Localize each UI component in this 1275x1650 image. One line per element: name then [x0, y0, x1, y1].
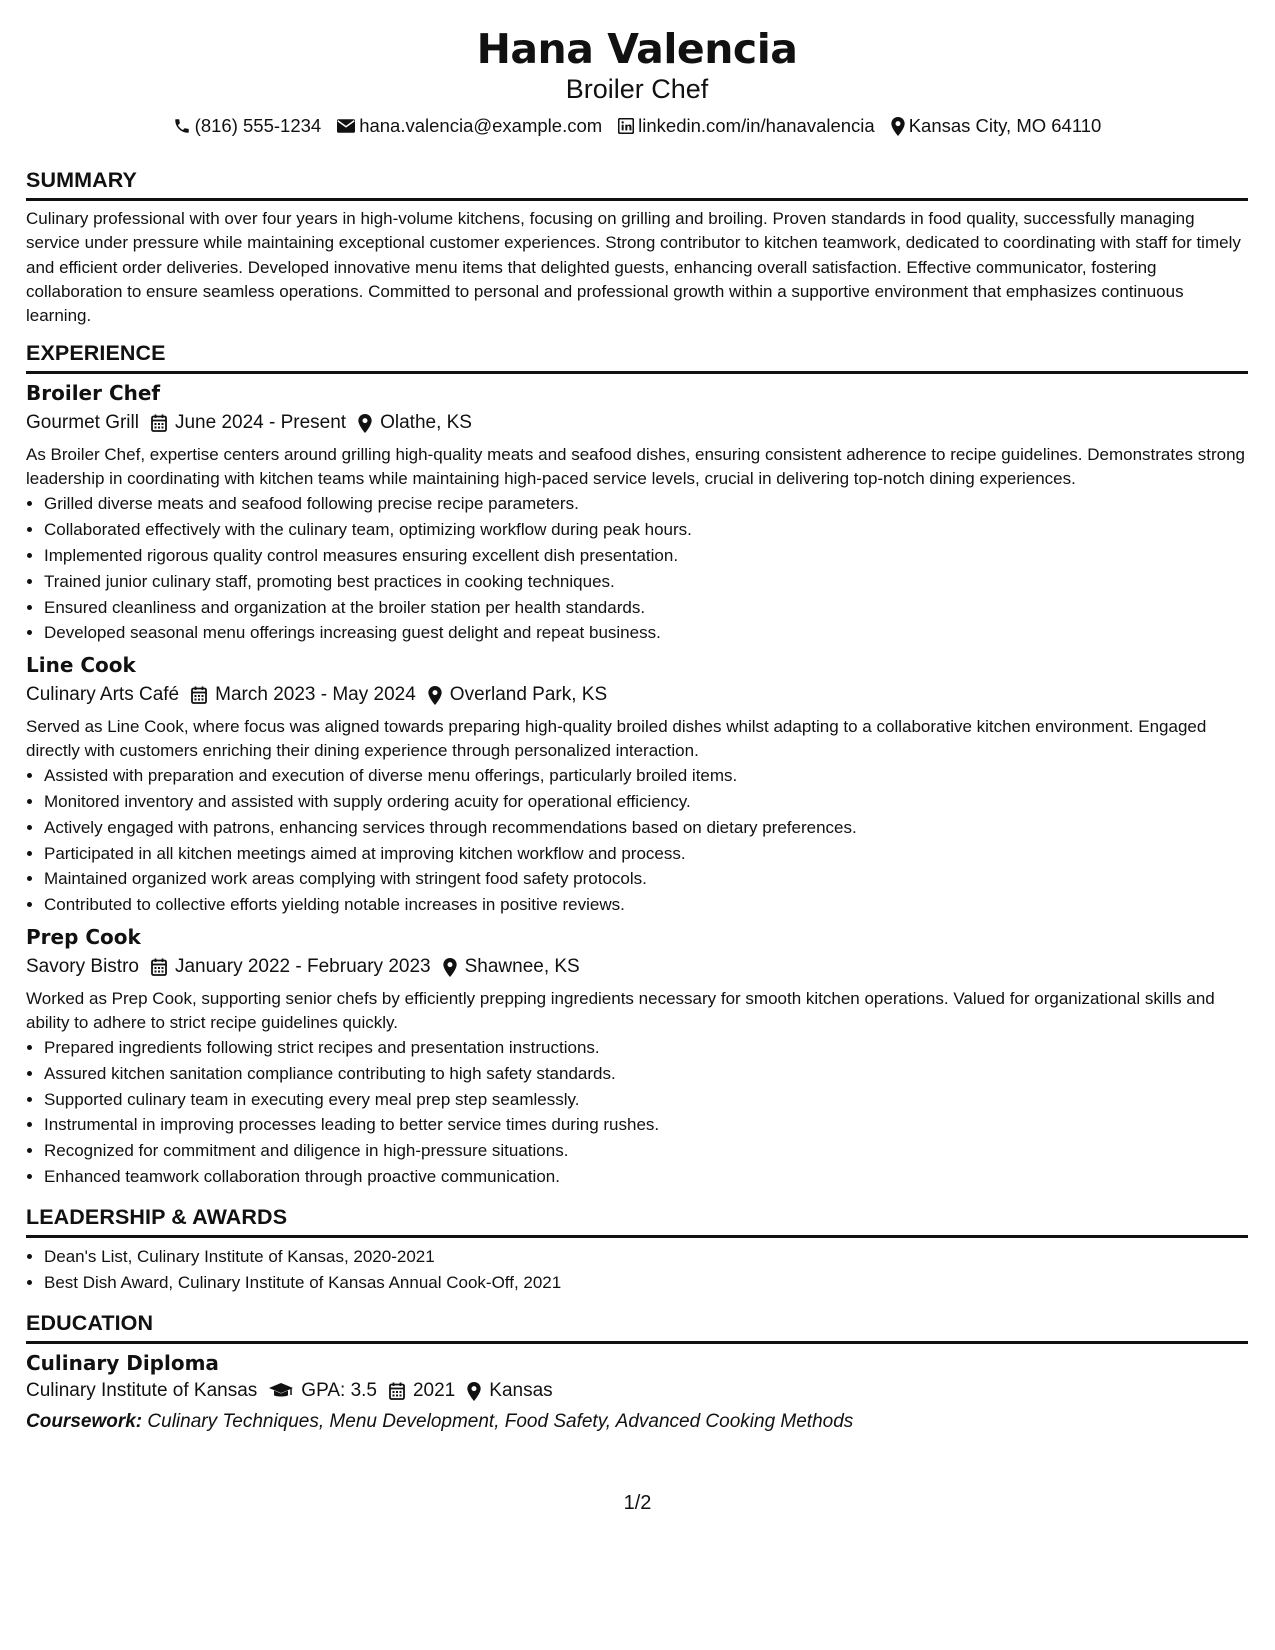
coursework-label: Coursework:	[26, 1411, 143, 1433]
list-item: • Instrumental in improving processes leading to better service times during rushes.	[44, 1112, 1248, 1138]
job-description: As Broiler Chef, expertise centers around grilling high-quality meats and seafood dishes, ensuring consistent adherence to recipe guidelines. Demonstrates strong leadership in coordinating with kitchen teams while maintaining high-paced service levels, crucial in delivering top-notch dining experiences.	[26, 445, 1246, 488]
job-title: Prep Cook	[26, 925, 141, 950]
list-item: • Actively engaged with patrons, enhancing services through recommendations based on dietary preferences.	[44, 815, 1248, 841]
contact-phone	[173, 114, 322, 138]
coursework-text: Culinary Techniques, Menu Development, Food Safety, Advanced Cooking Methods	[147, 1411, 854, 1433]
list-item: • Maintained organized work areas complying with stringent food safety protocols.	[44, 866, 1248, 892]
email-text: hana.valencia@example.com	[359, 115, 603, 136]
map-pin-icon	[891, 117, 905, 136]
resume-header	[26, 25, 1248, 138]
contact-linkedin[interactable]	[618, 114, 875, 138]
job-entry	[26, 924, 1248, 1190]
section-title: SUMMARY	[26, 167, 1248, 201]
job-location: Olathe, KS	[380, 412, 472, 434]
list-item: • Assisted with preparation and execution of diverse menu offerings, particularly broiled items.	[44, 763, 1248, 789]
section-title: LEADERSHIP & AWARDS	[26, 1204, 1248, 1238]
page-number: 1/2	[623, 1492, 652, 1514]
linkedin-text: linkedin.com/in/hanavalencia	[638, 115, 875, 136]
list-item: • Contributed to collective efforts yielding notable increases in positive reviews.	[44, 892, 1248, 918]
job-title: Broiler Chef	[26, 381, 161, 406]
job-title: Line Cook	[26, 653, 136, 678]
map-pin-icon	[467, 1382, 481, 1401]
job-location: Overland Park, KS	[449, 684, 608, 706]
awards-section	[26, 1204, 1248, 1296]
phone-icon	[173, 117, 191, 135]
list-item: • Grilled diverse meats and seafood following precise recipe parameters.	[44, 491, 1248, 517]
school-name: Culinary Institute of Kansas	[26, 1380, 258, 1402]
map-pin-icon	[443, 958, 457, 977]
job-entry	[26, 652, 1248, 918]
job-bullets	[26, 1035, 1248, 1190]
list-item: • Ensured cleanliness and organization at the broiler station per health standards.	[44, 595, 1248, 621]
list-item: • Assured kitchen sanitation compliance contributing to high safety standards.	[44, 1061, 1248, 1087]
job-dates: January 2022 - February 2023	[174, 956, 431, 978]
job-bullets	[26, 491, 1248, 646]
section-title: EDUCATION	[26, 1310, 1248, 1344]
gpa-text: GPA: 3.5	[301, 1380, 377, 1402]
envelope-icon	[337, 119, 355, 133]
job-dates: March 2023 - May 2024	[215, 684, 416, 706]
list-item: • Prepared ingredients following strict recipes and presentation instructions.	[44, 1035, 1248, 1061]
degree-title: Culinary Diploma	[26, 1351, 219, 1376]
phone-text: (816) 555-1234	[194, 115, 322, 136]
summary-text: Culinary professional with over four years in high-volume kitchens, focusing on grilling and broiling. Proven standards in food quality, successfully managing service under pressure while maintaining exceptional customer experiences. Strong contributor to kitchen teamwork, dedicated to coordinating with staff for timely and efficient order deliveries. Developed innovative menu items that delighted guests, enhancing overall satisfaction. Effective communicator, fostering collaboration to ensure seamless operations. Committed to personal and professional growth within a supportive environment that emphasizes continuous learning.	[26, 209, 1241, 326]
job-company: Gourmet Grill	[26, 412, 139, 434]
contact-location	[891, 114, 1102, 138]
map-pin-icon	[358, 414, 372, 433]
job-company: Culinary Arts Café	[26, 684, 180, 706]
map-pin-icon	[428, 686, 442, 705]
job-dates: June 2024 - Present	[174, 412, 347, 434]
job-bullets	[26, 763, 1248, 918]
list-item: • Dean's List, Culinary Institute of Kansas, 2020-2021	[44, 1244, 1248, 1270]
list-item: • Participated in all kitchen meetings aimed at improving kitchen workflow and process.	[44, 841, 1248, 867]
job-description: Worked as Prep Cook, supporting senior chefs by efficiently prepping ingredients necessary for smooth kitchen operations. Valued for organizational skills and ability to adhere to strict recipe guidelines quickly.	[26, 989, 1215, 1032]
list-item: • Enhanced teamwork collaboration through proactive communication.	[44, 1164, 1248, 1190]
job-company: Savory Bistro	[26, 956, 139, 978]
linkedin-icon	[618, 118, 634, 134]
calendar-icon	[389, 1382, 405, 1400]
calendar-icon	[151, 958, 167, 976]
education-section	[26, 1310, 1248, 1435]
contact-email[interactable]	[337, 114, 602, 138]
list-item: • Supported culinary team in executing every meal prep step seamlessly.	[44, 1087, 1248, 1113]
list-item: • Best Dish Award, Culinary Institute of Kansas Annual Cook-Off, 2021	[44, 1270, 1248, 1296]
contact-row	[26, 114, 1248, 138]
graduation-cap-icon	[269, 1383, 293, 1399]
education-meta	[26, 1378, 1248, 1404]
summary-section	[26, 167, 1248, 328]
list-item: • Recognized for commitment and diligence in high-pressure situations.	[44, 1138, 1248, 1164]
job-meta	[26, 410, 1248, 436]
section-title: EXPERIENCE	[26, 340, 1248, 374]
job-meta	[26, 682, 1248, 708]
awards-list	[26, 1244, 1248, 1296]
job-meta	[26, 954, 1248, 980]
experience-section	[26, 340, 1248, 1189]
school-location: Kansas	[489, 1380, 553, 1402]
job-entry	[26, 380, 1248, 646]
job-description: Served as Line Cook, where focus was aligned towards preparing high-quality broiled dishes whilst adapting to a collaborative kitchen environment. Engaged directly with customers enriching their dining experience through personalized interaction.	[26, 717, 1207, 760]
list-item: • Developed seasonal menu offerings increasing guest delight and repeat business.	[44, 620, 1248, 646]
list-item: • Collaborated effectively with the culinary team, optimizing workflow during peak hours.	[44, 517, 1248, 543]
resume-page	[26, 0, 1248, 1435]
list-item: • Implemented rigorous quality control measures ensuring excellent dish presentation.	[44, 543, 1248, 569]
list-item: • Trained junior culinary staff, promoting best practices in cooking techniques.	[44, 569, 1248, 595]
calendar-icon	[191, 686, 207, 704]
graduation-year: 2021	[412, 1380, 456, 1402]
coursework-line	[26, 1409, 1248, 1435]
candidate-name: Hana Valencia	[476, 25, 798, 73]
candidate-role: Broiler Chef	[565, 74, 709, 104]
location-text: Kansas City, MO 64110	[908, 115, 1102, 136]
list-item: • Monitored inventory and assisted with supply ordering acuity for operational efficiency.	[44, 789, 1248, 815]
job-location: Shawnee, KS	[464, 956, 580, 978]
calendar-icon	[151, 414, 167, 432]
